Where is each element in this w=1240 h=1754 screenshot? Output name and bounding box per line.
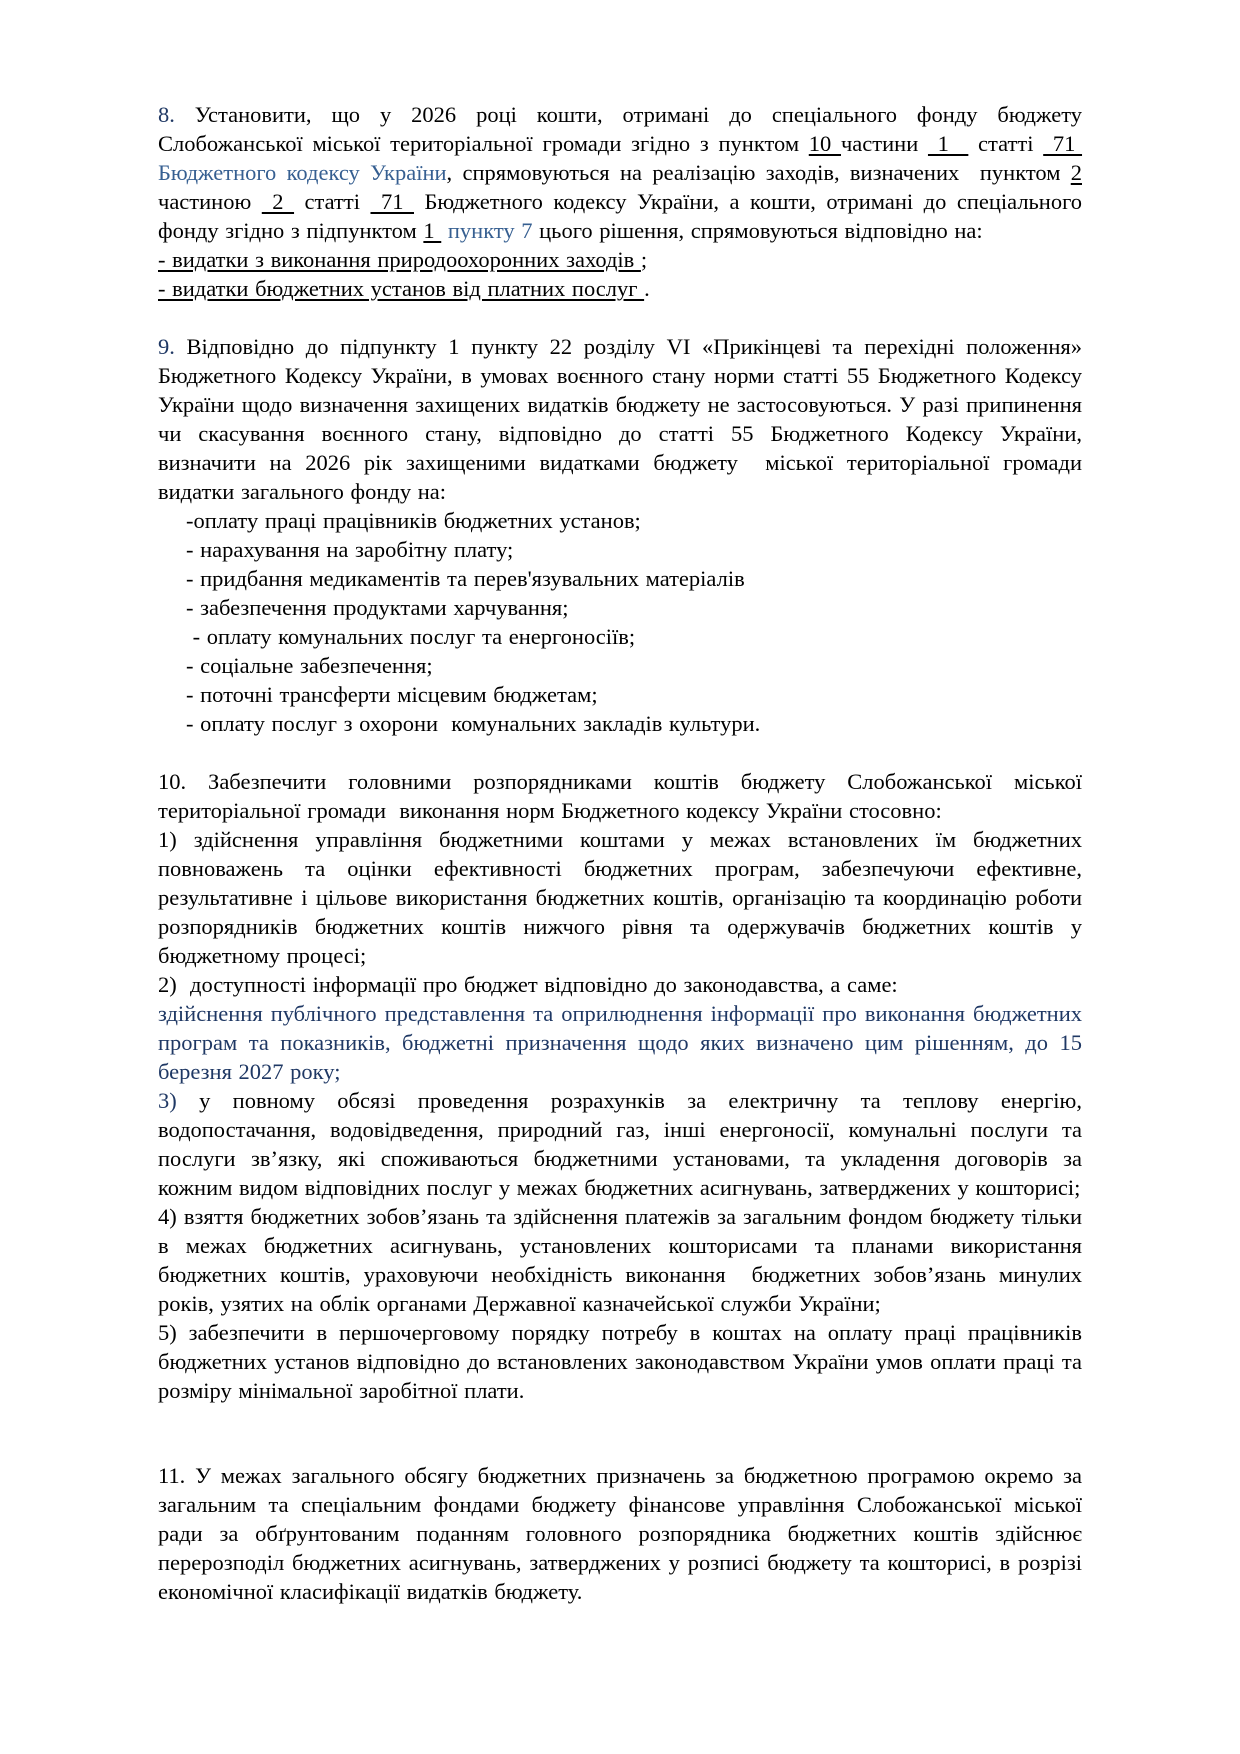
text-segment: 10. Забезпечити головними розпорядниками коштів бюджету Слобожанської міської територіальної громади виконання норм Бюджетного кодексу України стосовно:	[158, 769, 1082, 823]
item-9-bullet-6	[158, 651, 1082, 680]
text-segment: .	[644, 276, 650, 301]
text-segment: у повному обсязі проведення розрахунків за електричну та теплову енергію, водопостачання, водовідведення, природний газ, інші енергоносії, комунальні послуги та послуги зв’язку, які споживаються бюджетними установами, та укладення договорів за кожним видом відповідних послуг у межах бюджетних асигнувань, затверджених у кошторисі;	[158, 1088, 1082, 1200]
item-10	[158, 767, 1082, 825]
item-10-sub-3	[158, 1086, 1082, 1202]
text-segment: - забезпечення продуктами харчування;	[186, 595, 569, 620]
text-segment: Бюджетного кодексу України, а кошти, отримані до спеціального фонду згідно з підпунктом	[158, 189, 1083, 243]
text-segment: 2	[1070, 160, 1082, 185]
text-segment: 11. У межах загального обсягу бюджетних призначень за бюджетною програмою окремо за загальним та спеціальним фондами бюджету фінансове управління Слобожанської міської ради за обґрунтованим поданням головного розпорядника бюджетних коштів здійснює перерозподіл бюджетних асигнувань, затверджених у розписі бюджету та кошторисі, в розрізі економічної класифікації видатків бюджету.	[158, 1463, 1082, 1604]
text-segment: , спрямовуються на реалізацію заходів, визначених пунктом	[446, 160, 1071, 185]
text-segment: ;	[640, 247, 648, 272]
text-segment: частини	[840, 131, 928, 156]
text-segment: Відповідно до підпункту 1 пункту 22 розділу VI «Прикінцеві та перехідні положення» Бюджетного Кодексу України, в умовах воєнного стану норми статті 55 Бюджетного Кодексу України щодо визначення захищених видатків бюджету не застосовуються. У разі припинення чи скасування воєнного стану, відповідно до статті 55 Бюджетного Кодексу України, визначити на 2026 рік захищеними видатками бюджету міської територіальної громади видатки загального фонду на:	[158, 334, 1082, 504]
item-10-sub-4	[158, 1202, 1082, 1318]
item-9-bullet-5	[158, 622, 1082, 651]
text-segment: пункту 7	[447, 218, 533, 243]
text-segment: Установити, що у 2026 році кошти, отримані до спеціального фонду бюджету Слобожанської міської територіальної громади згідно з пунктом	[158, 102, 1082, 156]
text-segment: частиною	[158, 189, 262, 214]
item-9-bullet-4	[158, 593, 1082, 622]
document-body	[158, 100, 1082, 1606]
text-segment: 9.	[158, 334, 175, 359]
text-segment: - видатки з виконання природоохоронних заходів	[158, 247, 641, 272]
text-segment: цього рішення, спрямовуються відповідно на:	[532, 218, 983, 243]
text-segment: 1	[423, 218, 442, 243]
text-segment: 4) взяття бюджетних зобов’язань та здійснення платежів за загальним фондом бюджету тільки в межах бюджетних асигнувань, установлених кошторисами та планами використання бюджетних коштів, ураховуючи необхідність виконання бюджетних зобов’язань минулих років, узятих на облік органами Державної казначейської служби України;	[158, 1204, 1082, 1316]
text-segment: 1) здійснення управління бюджетними коштами у межах встановлених їм бюджетних повноважень та оцінки ефективності бюджетних програм, забезпечуючи ефективне, результативне і цільове використання бюджетних коштів, організацію та координацію роботи розпорядників бюджетних коштів нижчого рівня та одержувачів бюджетних коштів у бюджетному процесі;	[158, 827, 1082, 968]
item-8-sub-1	[158, 245, 1082, 274]
item-9-bullet-7	[158, 680, 1082, 709]
text-segment: статті	[294, 189, 371, 214]
text-segment: статті	[968, 131, 1044, 156]
text-segment: - оплату послуг з охорони комунальних закладів культури.	[186, 711, 761, 736]
text-segment: 2	[261, 189, 295, 214]
text-segment: 5) забезпечити в першочерговому порядку потребу в коштах на оплату праці працівників бюджетних установ відповідно до встановлених законодавством України умов оплати праці та розміру мінімальної заробітної плати.	[158, 1320, 1082, 1403]
text-segment: 1	[927, 131, 969, 156]
text-segment: 10	[808, 131, 841, 156]
text-segment: здійснення публічного представлення та оприлюднення інформації про виконання бюджетних програм та показників, бюджетні призначення щодо яких визначено цим рішенням, до 15 березня 2027 року;	[158, 1001, 1082, 1084]
item-11	[158, 1461, 1082, 1606]
text-segment: Бюджетного кодексу України	[158, 160, 447, 185]
item-8	[158, 100, 1082, 245]
item-9	[158, 332, 1082, 506]
text-segment: 2) доступності інформації про бюджет відповідно до законодавства, а саме:	[158, 972, 898, 997]
item-8-sub-2	[158, 274, 1082, 303]
text-segment: -оплату праці працівників бюджетних установ;	[186, 508, 641, 533]
text-segment: - поточні трансферти місцевим бюджетам;	[186, 682, 598, 707]
item-10-sub-2	[158, 970, 1082, 999]
item-10-sub-2-note	[158, 999, 1082, 1086]
text-segment: - оплату комунальних послуг та енергоносіїв;	[186, 624, 636, 649]
text-segment: 3)	[158, 1088, 177, 1113]
item-9-bullet-8	[158, 709, 1082, 738]
item-10-sub-5	[158, 1318, 1082, 1405]
text-segment: - видатки бюджетних установ від платних послуг	[158, 276, 645, 301]
item-9-bullet-2	[158, 535, 1082, 564]
text-segment: - нарахування на заробітну плату;	[186, 537, 514, 562]
item-9-bullet-1	[158, 506, 1082, 535]
text-segment	[441, 218, 448, 243]
text-segment: 71	[1043, 131, 1083, 156]
text-segment: - соціальне забезпечення;	[186, 653, 433, 678]
text-segment: - придбання медикаментів та перев'язувальних матеріалів	[186, 566, 745, 591]
text-segment: 71	[370, 189, 414, 214]
item-10-sub-1	[158, 825, 1082, 970]
text-segment: 8.	[158, 102, 175, 127]
item-9-bullet-3	[158, 564, 1082, 593]
